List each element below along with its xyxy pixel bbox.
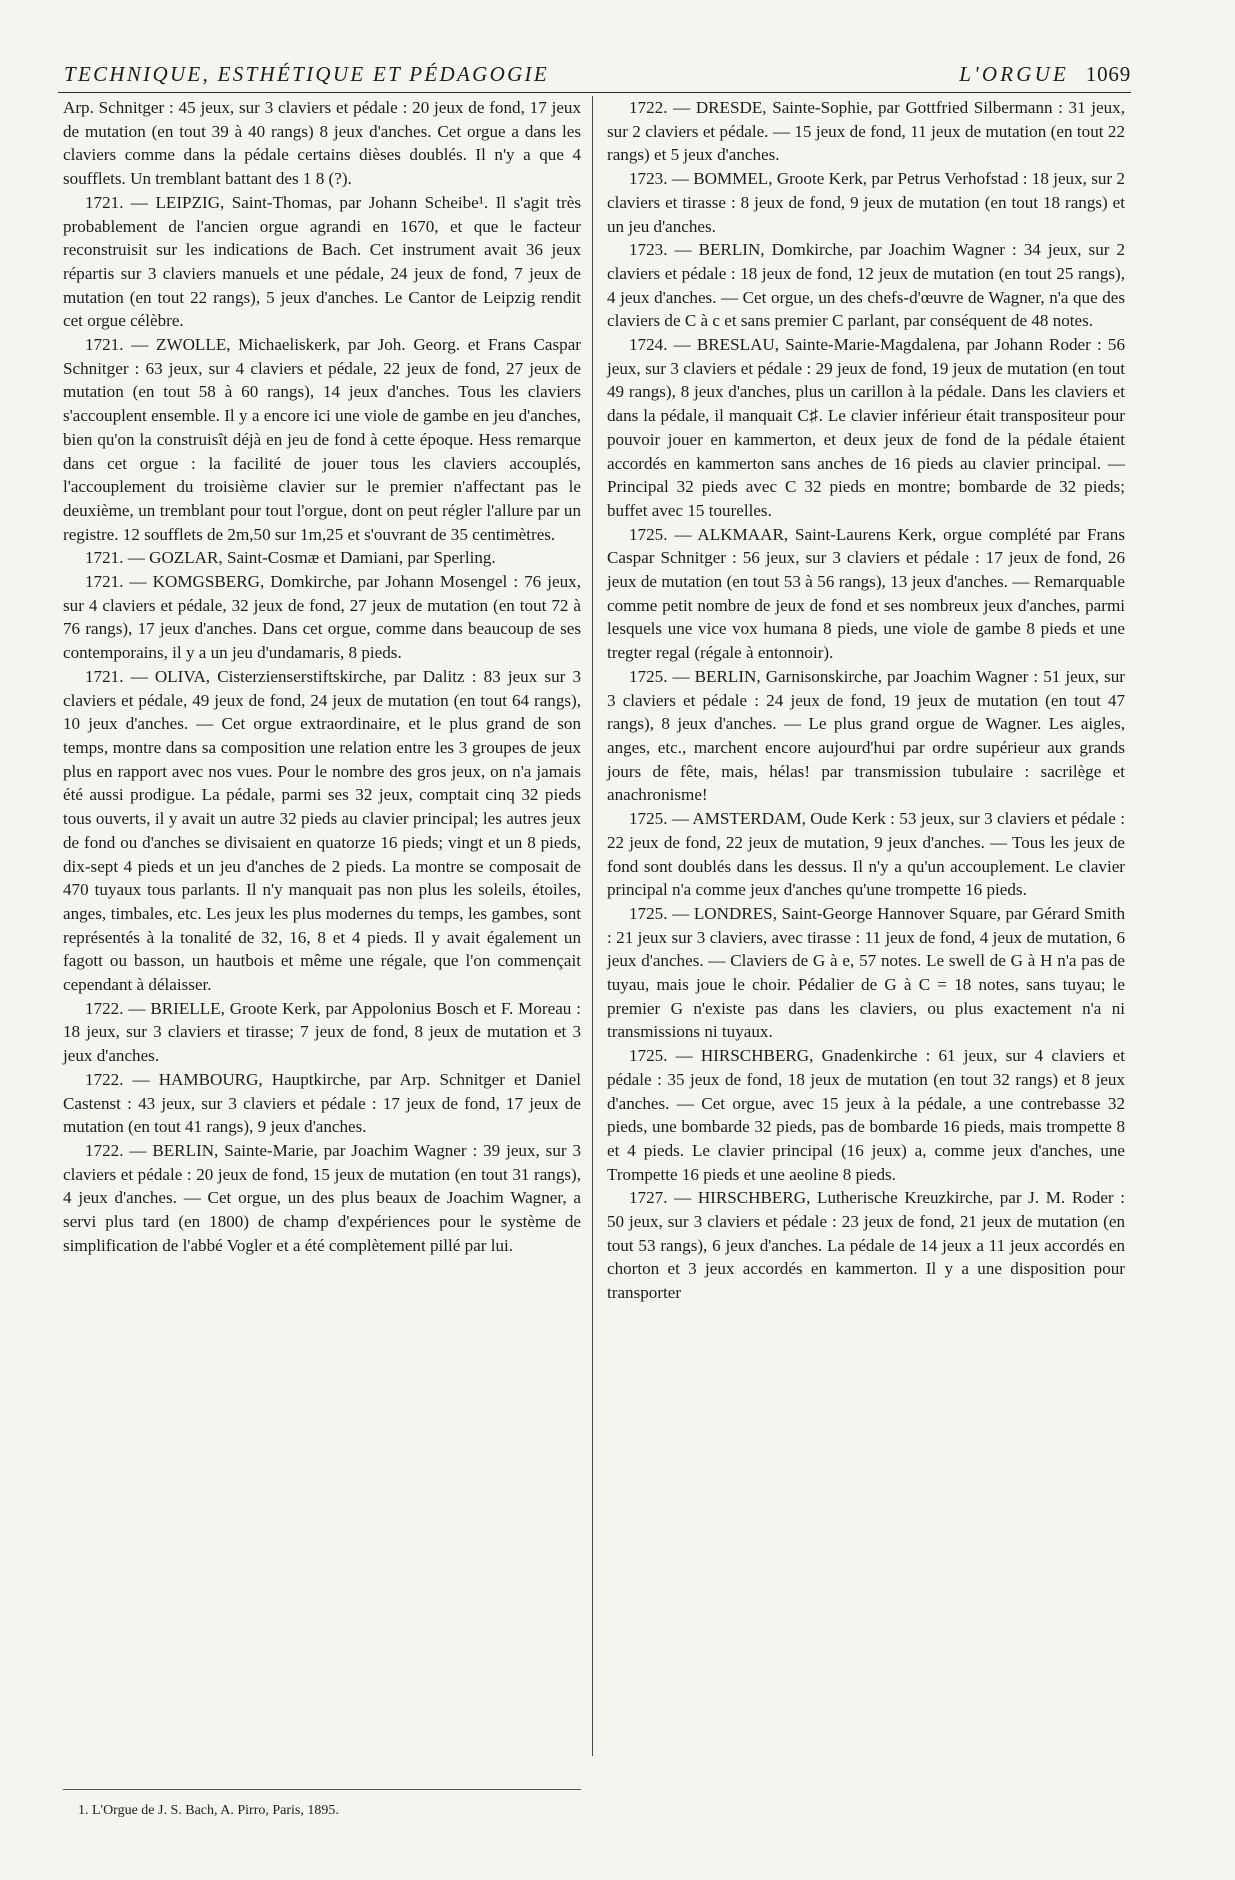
footnote-rule — [63, 1789, 581, 1790]
paragraph: 1721. — LEIPZIG, Saint-Thomas, par Johann Scheibe¹. Il s'agit très probablement de l'ancien orgue agrandi en 1670, et que le facteur reconstruisit sur les indications de Bach. Cet instrument avait 36 jeux répartis sur 3 claviers manuels et une pédale, 24 jeux de fond, 7 jeux de mutation (en tout 22 rangs), 5 jeux d'anches. Le Cantor de Leipzig rendit cet orgue célèbre. — [63, 192, 581, 331]
paragraph: 1722. — BRIELLE, Groote Kerk, par Appolonius Bosch et F. Moreau : 18 jeux, sur 3 claviers et tirasse; 7 jeux de fond, 8 jeux de mutation et 3 jeux d'anches. — [63, 998, 581, 1066]
paragraph: 1721. — GOZLAR, Saint-Cosmæ et Damiani, par Sperling. — [85, 548, 496, 568]
paragraph: 1722. — BERLIN, Sainte-Marie, par Joachim Wagner : 39 jeux, sur 3 claviers et pédale : 20 jeux de fond, 15 jeux de mutation (en tout 31 rangs), 4 jeux d'anches. — Cet orgue, un des plus beaux de Joachim Wagner, a servi plus tard (en 1800) de champ d'expériences pour le système de simplification de l'abbé Vogler et a été complètement pillé par lui. — [63, 1140, 581, 1255]
paragraph: Arp. Schnitger : 45 jeux, sur 3 claviers et pédale : 20 jeux de fond, 17 jeux de mutation (en tout 39 à 40 rangs) 8 jeux d'anches. Cet orgue a dans les claviers comme dans la pédale certains dièses doublés. Il n'y a que 4 soufflets. Un tremblant battant des 1 8 (?). — [63, 98, 581, 189]
footnote: 1. L'Orgue de J. S. Bach, A. Pirro, Paris, 1895. — [78, 1803, 339, 1818]
paragraph: 1725. — LONDRES, Saint-George Hannover Square, par Gérard Smith : 21 jeux sur 3 claviers, avec tirasse : 11 jeux de fond, 4 jeux de mutation, 6 jeux d'anches. — Claviers de G à e, 57 notes. Le swell de G à H n'a pas de tuyau, mais joue le choir. Pédalier de G à C = 18 notes, sans tuyau; le premier G n'existe pas dans les claviers, ou plus exactement n'a ni transmissions ni tuyaux. — [607, 903, 1125, 1042]
paragraph: 1721. — KOMGSBERG, Domkirche, par Johann Mosengel : 76 jeux, sur 4 claviers et pédale, 32 jeux de fond, 27 jeux de mutation (en tout 72 à 76 rangs), 17 jeux d'anches. Dans cet orgue, comme dans beaucoup de ses contemporains, il y a un jeu d'undamaris, 8 pieds. — [63, 572, 581, 663]
paragraph: 1721. — OLIVA, Cisterzienserstiftskirche, par Dalitz : 83 jeux sur 3 claviers et pédale, 49 jeux de fond, 24 jeux de mutation (en tout 64 rangs), 10 jeux d'anches. — Cet orgue extraordinaire, et le plus grand de son temps, montre dans sa composition une relation entre les 3 groupes de jeux plus en rapport avec nos vues. Pour le nombre des gros jeux, on n'a jamais été aussi prodigue. La pédale, parmi ses 32 jeux, comptait cinq 32 pieds tous ouverts, il y avait un autre 32 pieds au clavier principal; les autres jeux de fond ou d'anches se divisaient en quatorze 16 pieds; vingt et un 8 pieds, dix-sept 4 pieds et un jeu d'anches de 2 pieds. La montre se composait de 470 tuyaux tous parlants. Il n'y manquait pas non plus les soleils, étoiles, anges, timbales, etc. Les jeux les plus modernes du temps, les gambes, sont représentés à la tonalité de 32, 16, 8 et 4 pieds. Il y avait également un fagott ou basson, un hautbois et même une régale, que l'on commençait cependant à délaisser. — [63, 666, 581, 995]
paragraph: 1723. — BERLIN, Domkirche, par Joachim Wagner : 34 jeux, sur 2 claviers et pédale : 18 jeux de fond, 12 jeux de mutation (en tout 25 rangs), 4 jeux d'anches. — Cet orgue, un des chefs-d'œuvre de Wagner, n'a que des claviers de C à c et sans premier C parlant, par conséquent de 48 notes. — [607, 240, 1125, 331]
right-column — [607, 96, 1125, 1305]
page-number: 1069 — [1085, 62, 1131, 86]
paragraph: 1723. — BOMMEL, Groote Kerk, par Petrus Verhofstad : 18 jeux, sur 2 claviers et tirasse : 8 jeux de fond, 9 jeux de mutation (en tout 18 rangs) et un jeu d'anches. — [607, 169, 1125, 236]
running-title-right: L'ORGUE — [959, 62, 1069, 86]
paragraph: 1721. — ZWOLLE, Michaeliskerk, par Joh. Georg. et Frans Caspar Schnitger : 63 jeux, sur 4 claviers et pédale, 22 jeux de fond, 27 jeux de mutation (en tout 58 à 60 rangs), 14 jeux d'anches. Tous les claviers s'accouplent ensemble. Il y a encore ici une viole de gambe en jeu d'anches, bien qu'on la construisît déjà en jeu de fond à cette époque. Hess remarque dans cet orgue : la facilité de jouer tous les claviers accouplés, l'accouplement du troisième clavier sur le premier n'affectant pas le deuxième, un tremblant pour tout l'orgue, dont on peut régler l'allure par un registre. 12 soufflets de 2m,50 sur 1m,25 et s'ouvrant de 35 centimètres. — [63, 335, 581, 544]
running-title-left: TECHNIQUE, ESTHÉTIQUE ET PÉDAGOGIE — [64, 62, 549, 86]
column-divider — [592, 96, 593, 1756]
paragraph: 1725. — AMSTERDAM, Oude Kerk : 53 jeux, sur 3 claviers et pédale : 22 jeux de fond, 22 jeux de mutation, 9 jeux d'anches. — Tous les jeux de fond sont doublés dans les dessus. Il n'y a qu'un accouplement. Le clavier principal n'a comme jeux d'anches qu'une trompette 16 pieds. — [607, 809, 1125, 900]
paragraph: 1722. — HAMBOURG, Hauptkirche, par Arp. Schnitger et Daniel Castenst : 43 jeux, sur 3 claviers et pédale : 17 jeux de fond, 17 jeux de mutation (en tout 41 rangs), 9 jeux d'anches. — [63, 1069, 581, 1137]
left-column — [63, 96, 581, 1257]
paragraph: 1724. — BRESLAU, Sainte-Marie-Magdalena, par Johann Roder : 56 jeux, sur 3 claviers et pédale : 29 jeux de fond, 19 jeux de mutation (en tout 49 rangs), 8 jeux d'anches, plus un carillon à la pédale. Dans les claviers et dans la pédale, il manquait C♯. Le clavier inférieur était transpositeur pour pouvoir jouer en kammerton, et deux jeux de fond de la pédale étaient accordés en kammerton sans anches de 16 pieds au clavier principal. — Principal 32 pieds avec C 32 pieds en montre; bombarde de 32 pieds; buffet avec 15 tourelles. — [607, 335, 1125, 520]
paragraph: 1722. — DRESDE, Sainte-Sophie, par Gottfried Silbermann : 31 jeux, sur 2 claviers et pédale. — 15 jeux de fond, 11 jeux de mutation (en tout 22 rangs) et 5 jeux d'anches. — [607, 98, 1125, 165]
paragraph: 1725. — BERLIN, Garnisonskirche, par Joachim Wagner : 51 jeux, sur 3 claviers et pédale : 24 jeux de fond, 19 jeux de mutation (en tout 47 rangs), 8 jeux d'anches. — Le plus grand orgue de Wagner. Les aigles, anges, etc., marchent encore aujourd'hui par ordre supérieur aux grands jours de fête, mais, hélas! par transmission tubulaire : sacrilège et anachronisme! — [607, 666, 1125, 805]
running-header — [58, 60, 1131, 93]
paragraph: 1725. — ALKMAAR, Saint-Laurens Kerk, orgue complété par Frans Caspar Schnitger : 56 jeux, sur 3 claviers et pédale : 17 jeux de fond, 26 jeux de mutation (en tout 53 à 56 rangs), 13 jeux d'anches. — Remarquable comme petit nombre de jeux de fond et ses nombreux jeux d'anches, parmi lesquels une vice vox humana 8 pieds, une viole de gambe 8 pieds et une tregter regal (régale à entonnoir). — [607, 524, 1125, 663]
paragraph: 1725. — HIRSCHBERG, Gnadenkirche : 61 jeux, sur 4 claviers et pédale : 35 jeux de fond, 18 jeux de mutation (en tout 32 rangs) et 8 jeux d'anches. — Cet orgue, avec 15 jeux à la pédale, a une contrebasse 32 pieds, une bombarde 32 pieds, pas de bombarde 16 pieds, mais trompette 8 et 4 pieds. Le clavier principal (16 jeux) a, comme jeux d'anches, une Trompette 16 pieds et une aeoline 8 pieds. — [607, 1046, 1125, 1184]
paragraph: 1727. — HIRSCHBERG, Lutherische Kreuzkirche, par J. M. Roder : 50 jeux, sur 3 claviers et pédale : 23 jeux de fond, 21 jeux de mutation (en tout 53 rangs), 6 jeux d'anches. La pédale de 14 jeux a 11 jeux accordés en chorton et 3 jeux accordés en kammerton. Il y a une disposition pour transporter — [607, 1188, 1125, 1303]
